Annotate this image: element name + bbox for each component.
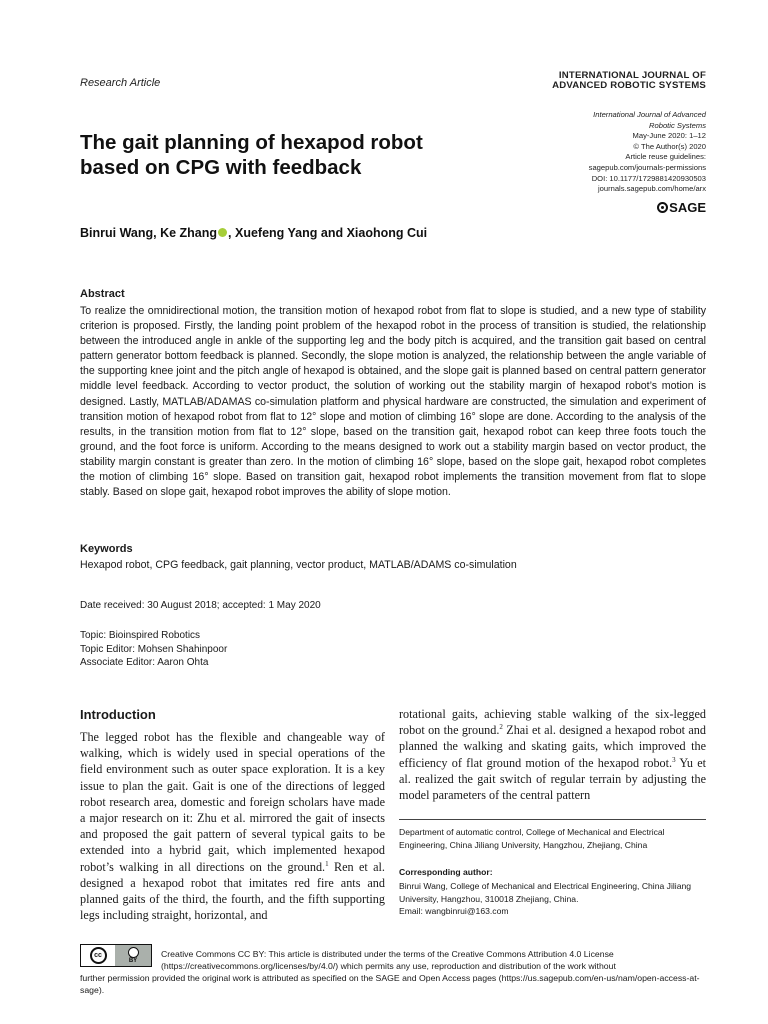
citation-2[interactable]: 2 [499, 723, 503, 732]
meta-journal-link[interactable]: journals.sagepub.com/home/arx [597, 184, 706, 194]
topic-info [80, 629, 227, 670]
meta-reuse: Article reuse guidelines: [625, 152, 706, 162]
abstract-text: To realize the omnidirectional motion, the transition motion of hexapod robot from flat to slope is studied, and a new type of stability criterion is proposed. Firstly, the landing point problem of the hexapod robot in the process of transition is studied, the relationship between the introduced angle in ankle of the supporting leg and the body pitch is acquired, and the transition gait based on central pattern generator bottom feedback is planned. Secondly, the slope motion is analyzed, the relationship between the angle variable of the supporting knee joint and the pitch angle of hexapod is obtained, and the slope gait is planned based on central pattern generator middle level feedback. According to vector product, the solution of working out the stability margin of hexapod robot’s motion is designed. Lastly, MATLAB/ADAMAS co-simulation platform and physical hardware are constructed, the simulation and experiment of transition motion of hexapod robot from flat to 12° slope and motion of climbing 16° slope are done. According to the analysis of the results, in the transition motion from flat to 12° slope, based on the transition gait, hexapod robot can keep three foots touch the ground, and the foot force is uniform. According to the means designed to work out a stability margin based on vector product, the stability margin constant is greater than zero. In the motion of climbing 16° slope, based on the slope gait, hexapod robot completes the motion of climbing 16° slope. Based on transition gait, hexapod robot implements the transition movement from flat to slope stably. Based on slope gait, hexapod robot improves the ability of slope motion. [80, 305, 706, 499]
corresponding-author-heading: Corresponding author: [399, 867, 493, 877]
date-received: Date received: 30 August 2018; accepted: 1 May 2020 [80, 600, 321, 611]
attribution-icon [128, 947, 139, 958]
cc-icon: cc [90, 947, 107, 964]
cc-badge-left [81, 945, 115, 966]
journal-logo-line1: INTERNATIONAL JOURNAL OF [558, 70, 706, 81]
meta-permissions-link[interactable]: sagepub.com/journals-permissions [588, 162, 706, 172]
meta-journal-name-2: Robotic Systems [649, 120, 706, 130]
intro-text-2b: Zhai et al. designed a hexapod robot and planned the walking and skating gaits, which improved the efficiency of flat ground motion of the hexapod robot. [399, 723, 706, 770]
keywords-heading: Keywords [80, 543, 133, 555]
intro-text-2c: Yu et al. realized the gait switch of regular terrain by adjusting the model parameters of the central pattern [399, 755, 706, 803]
sage-logo-text: SAGE [669, 200, 706, 215]
paper-title [80, 130, 540, 180]
corresponding-author-email[interactable]: Email: wangbinrui@163.com [399, 906, 509, 916]
article-type: Research Article [80, 77, 161, 89]
corresponding-author [399, 880, 706, 918]
intro-paragraph-2 [399, 706, 706, 803]
topic-editor: Topic Editor: Mohsen Shahinpoor [80, 643, 228, 655]
license-text-2: further permission provided the original work is attributed as specified on the SAGE and Open Access pages (https://us.sagepub.com/en-us/nam/open-access-at-sage). [80, 973, 700, 996]
journal-logo [540, 71, 706, 91]
footnote-divider [399, 819, 706, 820]
intro-text-2a: rotational gaits, achieving stable walking of the six-legged robot on the ground. [399, 707, 706, 738]
intro-paragraph-1 [80, 729, 385, 923]
license-text-1: Creative Commons CC BY: This article is distributed under the terms of the Creative Commons Attribution 4.0 License (https://creativecommons.org/licenses/by/4.0/) which permits any use, reproduction and distribution of the work without [161, 949, 616, 972]
intro-column-1 [80, 729, 385, 923]
intro-column-2 [399, 706, 706, 803]
orcid-icon[interactable] [218, 228, 227, 237]
citation-3[interactable]: 3 [672, 755, 676, 764]
cc-by-badge[interactable] [80, 944, 152, 967]
citation-1[interactable]: 1 [325, 859, 329, 868]
associate-editor: Associate Editor: Aaron Ohta [80, 657, 209, 668]
intro-text-1b: Ren et al. designed a hexapod robot that imitates red fire ants and planned gaits of the third, the fourth, and the fifth supporting legs including straight, horizontal, and [80, 859, 385, 923]
meta-copyright: © The Author(s) 2020 [633, 141, 706, 151]
sage-logo [640, 200, 706, 215]
author-list [80, 226, 427, 240]
introduction-heading: Introduction [80, 707, 156, 722]
topic: Topic: Bioinspired Robotics [80, 630, 201, 641]
sage-ring-icon [657, 202, 668, 213]
title-line-1: The gait planning of hexapod robot [80, 131, 423, 154]
journal-logo-line2: ADVANCED ROBOTIC SYSTEMS [552, 80, 706, 91]
affiliation: Department of automatic control, College of Mechanical and Electrical Engineering, China Jiliang University, Hangzhou, Zhejiang, China [399, 827, 665, 850]
meta-doi[interactable]: DOI: 10.1177/1729881420930503 [591, 173, 706, 183]
keywords-text: Hexapod robot, CPG feedback, gait planning, vector product, MATLAB/ADAMS co-simulation [80, 559, 517, 571]
corresponding-author-name: Binrui Wang, College of Mechanical and Electrical Engineering, China Jiliang University, Hangzhou, 310018 Zhejiang, China. [399, 881, 692, 904]
authors-first: Binrui Wang, Ke Zhang [80, 226, 218, 240]
title-line-2: based on CPG with feedback [80, 156, 362, 179]
authors-rest: , Xuefeng Yang and Xiaohong Cui [228, 226, 428, 240]
intro-text-1a: The legged robot has the flexible and changeable way of walking, which is widely used in special operations of the field environment such as outer space exploration. It is a key issue to plan the gait. Gait is one of the directions of legged robot research area, domestic and foreign scholars have made a major research on it: Zhu et al. mirrored the gait of insects and proposed the gait pattern of several typical gaits to be extended into a hybrid gait, which implemented hexapod robot’s walking in all directions on the ground. [80, 730, 385, 874]
publication-meta [540, 110, 706, 195]
by-label: BY [128, 957, 138, 964]
meta-issue: May-June 2020: 1–12 [632, 131, 706, 141]
abstract-heading: Abstract [80, 288, 125, 300]
cc-badge-right [115, 945, 151, 966]
meta-journal-name-1: International Journal of Advanced [593, 110, 706, 119]
